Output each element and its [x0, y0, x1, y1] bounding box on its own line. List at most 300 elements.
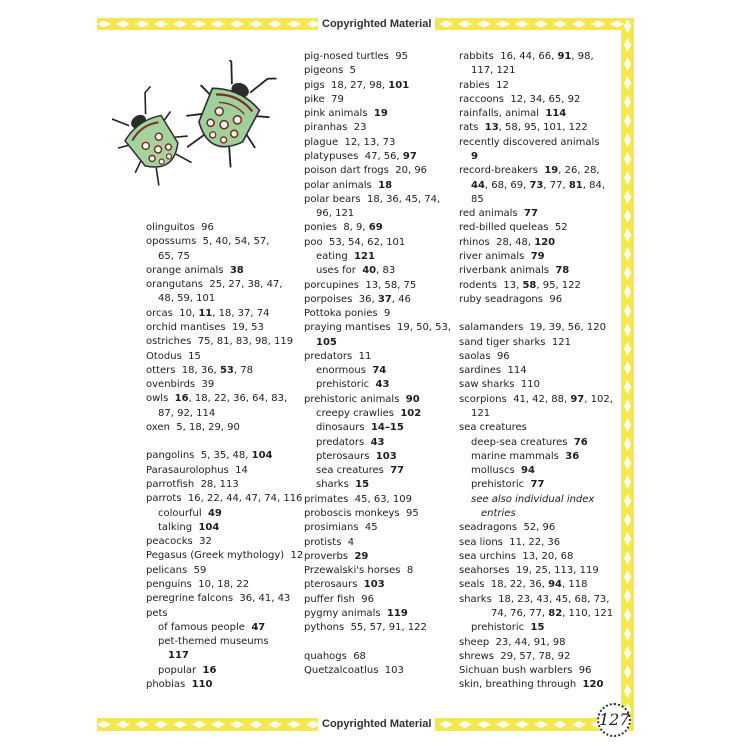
- page-reference-main: 114: [545, 108, 567, 120]
- page-reference-main: 11: [198, 307, 213, 319]
- page-reference: 39: [201, 379, 215, 391]
- index-term: puffer fish: [304, 593, 355, 605]
- page-reference: 18, 36,: [181, 364, 220, 376]
- index-entry: [146, 564, 296, 578]
- page-reference-main: 76: [573, 436, 588, 448]
- border-diamond: [116, 721, 130, 728]
- border-diamond: [534, 721, 548, 728]
- page-reference-main: 110: [191, 678, 213, 690]
- letter-section-gap: [304, 636, 454, 650]
- index-term: pink animals: [304, 108, 368, 120]
- border-diamond: [135, 721, 149, 728]
- border-diamond: [624, 133, 631, 147]
- index-entry: [304, 79, 454, 93]
- border-diamond: [624, 532, 631, 546]
- index-entry: [459, 421, 619, 435]
- page-reference-main: 29: [354, 550, 369, 562]
- index-entry: [459, 79, 619, 93]
- border-diamond: [624, 114, 631, 128]
- index-term: oxen: [146, 421, 170, 433]
- page-reference: 18, 22, 36,: [490, 579, 549, 591]
- index-subentry: [146, 521, 296, 535]
- index-term: prehistoric: [471, 622, 525, 634]
- border-diamond: [624, 418, 631, 432]
- index-term: ponies: [304, 222, 337, 234]
- index-entry: [304, 393, 454, 407]
- index-entry-continuation: [459, 507, 619, 521]
- border-diamond: [534, 21, 548, 28]
- border-diamond: [268, 21, 282, 28]
- index-term: red-billed queleas: [459, 222, 549, 234]
- index-term: prosimians: [304, 522, 359, 534]
- page-reference: 14: [235, 464, 248, 476]
- page-reference: 110: [520, 379, 540, 391]
- page-reference: , 68, 69,: [484, 179, 530, 191]
- page-reference-main: 43: [375, 379, 390, 391]
- page-reference: 11, 22, 36: [509, 536, 561, 548]
- border-diamond: [477, 21, 491, 28]
- index-entry: [304, 164, 454, 178]
- page-reference: , 77,: [543, 179, 569, 191]
- index-subentry: [459, 464, 619, 478]
- page-reference: 8, 9,: [343, 222, 369, 234]
- index-entry: [459, 107, 619, 121]
- index-entry: [146, 235, 296, 249]
- index-term: pangolins: [146, 450, 195, 462]
- page-reference: 41, 42, 88,: [513, 393, 571, 405]
- index-term: sea lions: [459, 536, 503, 548]
- index-entry: [459, 50, 619, 64]
- index-term: sardines: [459, 365, 502, 377]
- index-term: red animals: [459, 208, 518, 220]
- page-reference: , 78: [233, 364, 253, 376]
- border-diamond: [624, 95, 631, 109]
- page-reference: 74, 76, 77,: [491, 607, 549, 619]
- page-reference: 55, 57, 91, 122: [350, 622, 427, 634]
- page-reference: 12, 34, 65, 92: [510, 93, 581, 105]
- page-reference-main: 15: [355, 479, 370, 491]
- border-diamond: [624, 209, 631, 223]
- page-reference: , 84,: [582, 179, 606, 191]
- border-diamond: [249, 21, 263, 28]
- index-entry: [304, 664, 454, 678]
- page-reference: 36,: [358, 293, 378, 305]
- page-reference-main: 43: [370, 436, 385, 448]
- border-diamond: [553, 21, 567, 28]
- index-entry: [304, 521, 454, 535]
- border-diamond: [515, 21, 529, 28]
- index-term: proverbs: [304, 550, 349, 562]
- page-reference-main: 58: [522, 279, 537, 291]
- index-term: colourful: [158, 507, 202, 519]
- index-term: shrews: [459, 650, 494, 662]
- page-reference: 4: [347, 536, 355, 548]
- page-reference: 10,: [179, 307, 199, 319]
- page-reference: 36, 41, 43: [239, 593, 291, 605]
- border-diamond: [173, 721, 187, 728]
- page-reference-main: 69: [368, 222, 383, 234]
- page-reference: 95: [395, 51, 408, 62]
- index-entry: [459, 250, 619, 264]
- page-reference-main: 44: [471, 179, 485, 191]
- index-entry: [304, 578, 454, 592]
- index-entry: [459, 521, 619, 535]
- border-diamond: [624, 437, 631, 451]
- index-term: parrots: [146, 493, 182, 505]
- copyright-notice-bottom: Copyrighted Material: [318, 718, 435, 731]
- page-reference: , 118: [562, 579, 588, 591]
- index-term: sand tiger sharks: [459, 336, 546, 348]
- index-term: prehistoric animals: [304, 393, 400, 405]
- index-entry: [146, 307, 296, 321]
- border-diamond: [230, 21, 244, 28]
- index-entry-continuation: [459, 407, 619, 421]
- page-reference: 65, 75: [158, 250, 190, 262]
- index-entry: [304, 293, 454, 307]
- page-reference: 45, 63, 109: [354, 493, 413, 505]
- page-reference-main: 14–15: [370, 422, 404, 434]
- index-term: enormous: [316, 365, 366, 377]
- index-entry: [459, 321, 619, 335]
- page-reference: 117, 121: [471, 65, 516, 77]
- index-entry: [304, 50, 454, 64]
- page-reference: , 46: [391, 293, 411, 305]
- page-reference: 103: [384, 665, 404, 677]
- index-entry: [459, 364, 619, 378]
- index-term: sharks: [459, 593, 492, 605]
- page-reference: 96: [496, 350, 510, 362]
- index-term: orcas: [146, 307, 173, 319]
- index-entry: [459, 593, 619, 607]
- index-term: seals: [459, 579, 485, 591]
- index-entry: [146, 378, 296, 392]
- page-reference-main: 91: [557, 51, 572, 62]
- border-diamond: [439, 721, 453, 728]
- index-term: otters: [146, 364, 176, 376]
- index-entry: [304, 493, 454, 507]
- page-reference: 12: [290, 550, 304, 562]
- page-reference-main: 82: [548, 607, 563, 619]
- page-reference: 18, 36, 45, 74,: [366, 193, 441, 205]
- index-entry: [146, 478, 296, 492]
- index-subentry: [304, 378, 454, 392]
- page-reference: 10, 18, 22: [198, 579, 250, 591]
- page-reference-main: 104: [251, 450, 273, 462]
- page-reference-main: 103: [363, 579, 385, 591]
- page-reference: 52: [554, 222, 568, 234]
- index-term: poison dart frogs: [304, 165, 389, 177]
- page-reference-main: 19: [373, 108, 388, 120]
- border-diamond: [116, 21, 130, 28]
- index-term: owls: [146, 393, 169, 405]
- index-term: sharks: [316, 479, 349, 491]
- index-term: saw sharks: [459, 379, 515, 391]
- index-term: prehistoric: [316, 379, 370, 391]
- page-reference: 75, 81, 83, 98, 119: [197, 336, 294, 348]
- page-reference: 96: [549, 293, 563, 305]
- page-reference-main: 77: [524, 208, 538, 220]
- index-entry-continuation: [304, 207, 454, 221]
- border-diamond: [624, 266, 631, 280]
- index-term: polar bears: [304, 193, 361, 205]
- index-entry: [146, 278, 296, 292]
- border-diamond: [591, 21, 605, 28]
- index-term: Otodus: [146, 350, 182, 362]
- index-term: rabbits: [459, 51, 494, 62]
- index-subentry: [304, 421, 454, 435]
- border-diamond: [624, 152, 631, 166]
- index-term: pike: [304, 93, 325, 105]
- index-entry: [146, 549, 304, 563]
- index-term: pterosaurs: [304, 579, 358, 591]
- index-entry: [459, 336, 619, 350]
- border-diamond: [624, 19, 631, 33]
- index-term: seadragons: [459, 522, 518, 534]
- page-reference: 45: [364, 522, 378, 534]
- page-reference-main: 47: [251, 621, 266, 633]
- page-reference: 53, 54, 62, 101: [328, 236, 406, 248]
- page-reference-main: 81: [568, 179, 583, 191]
- border-diamond: [515, 721, 529, 728]
- border-diamond: [173, 21, 187, 28]
- page-reference-main: 38: [229, 264, 244, 276]
- index-entry: [459, 293, 619, 307]
- index-entry: [459, 350, 619, 364]
- index-subentry: [304, 464, 454, 478]
- index-entry: [459, 650, 619, 664]
- border-diamond: [624, 304, 631, 318]
- index-term: seahorses: [459, 565, 510, 577]
- page-reference-main: 9: [471, 150, 478, 162]
- index-term: scorpions: [459, 393, 507, 405]
- index-entry: [304, 593, 454, 607]
- index-term: rats: [459, 122, 479, 134]
- page-reference: 19, 50, 53,: [397, 322, 452, 334]
- index-term: skin, breathing through: [459, 679, 577, 691]
- index-entry: [459, 207, 619, 221]
- page-reference-main: 77: [530, 479, 545, 491]
- border-diamond: [496, 721, 510, 728]
- border-diamond: [624, 342, 631, 356]
- border-diamond: [624, 361, 631, 375]
- page-reference: 121: [471, 408, 491, 420]
- border-diamond: [624, 589, 631, 603]
- index-term: deep-sea creatures: [471, 436, 568, 448]
- index-entry: [146, 221, 296, 235]
- index-subentry: [146, 635, 296, 649]
- index-entry: [146, 321, 296, 335]
- border-diamond: [230, 721, 244, 728]
- page-reference-main: 37: [377, 293, 392, 305]
- index-entry: [459, 221, 619, 235]
- border-diamond: [624, 494, 631, 508]
- page-reference: , 110, 121: [562, 607, 614, 619]
- index-subentry: [459, 478, 619, 492]
- page-reference-main: 13: [484, 122, 499, 134]
- index-term: orange animals: [146, 264, 224, 276]
- page-reference: , 102,: [584, 393, 613, 405]
- index-entry: [146, 335, 296, 349]
- index-entry: [304, 93, 454, 107]
- page-reference-main: 94: [521, 465, 535, 477]
- index-subentry: [459, 493, 619, 507]
- page-reference: 11: [358, 350, 372, 362]
- page-reference-main: 103: [375, 450, 397, 462]
- index-entry-continuation: [459, 193, 619, 207]
- index-entry: [146, 449, 296, 463]
- index-term: sea creatures: [459, 422, 527, 434]
- page-reference: 28, 48,: [496, 236, 535, 248]
- border-diamond: [268, 721, 282, 728]
- index-entry: [459, 636, 619, 650]
- page-reference-main: 73: [529, 179, 544, 191]
- page-reference-main: 104: [198, 521, 220, 533]
- index-entry: [146, 535, 296, 549]
- page-reference: 13,: [503, 279, 523, 291]
- index-term: see also individual index: [471, 493, 595, 505]
- page-reference: 18, 27, 98,: [331, 79, 389, 91]
- index-term: of famous people: [158, 621, 245, 633]
- index-entry: [304, 564, 454, 578]
- page-reference-main: 119: [386, 607, 408, 619]
- index-entry: [459, 264, 619, 278]
- page-reference: 23: [353, 122, 367, 134]
- border-diamond: [624, 475, 631, 489]
- page-reference-main: 16: [202, 664, 217, 676]
- page-reference-main: 97: [570, 393, 585, 405]
- page-reference: , 26, 28,: [558, 165, 600, 177]
- index-entry: [304, 121, 454, 135]
- index-entry: [146, 492, 303, 506]
- border-diamond: [624, 190, 631, 204]
- page-reference: 85: [471, 193, 484, 205]
- index-subentry: [304, 250, 454, 264]
- index-term: peacocks: [146, 536, 193, 548]
- page-number: 127: [599, 710, 630, 729]
- index-term: praying mantises: [304, 322, 391, 334]
- index-subentry: [304, 264, 454, 278]
- page-reference: 15: [188, 350, 201, 362]
- page-reference: 23, 44, 91, 98: [495, 636, 566, 648]
- index-term: talking: [158, 521, 193, 533]
- index-term: recently discovered animals: [459, 136, 600, 148]
- index-term: eating: [316, 250, 348, 262]
- index-entry: [146, 350, 296, 364]
- page-reference: , 98,: [571, 51, 594, 62]
- index-column-r-s: [459, 50, 619, 693]
- index-entry: [304, 107, 454, 121]
- index-entry-continuation: [146, 292, 296, 306]
- page-reference-main: 121: [354, 250, 375, 262]
- page-reference-main: 49: [207, 507, 222, 519]
- index-term: pet-themed museums: [158, 636, 269, 648]
- border-diamond: [496, 21, 510, 28]
- page-reference: 28, 113: [200, 479, 239, 491]
- page-reference: 13, 20, 68: [522, 550, 574, 562]
- index-entry: [304, 307, 454, 321]
- index-term: predators: [316, 436, 365, 448]
- index-term: ruby seadragons: [459, 293, 543, 305]
- page-reference: 9: [383, 308, 391, 320]
- index-term: porcupines: [304, 279, 360, 291]
- border-diamond: [624, 551, 631, 565]
- page-reference: 121: [551, 336, 571, 348]
- letter-section-gap: [146, 435, 296, 449]
- index-term: raccoons: [459, 93, 505, 105]
- index-entry: [304, 607, 454, 621]
- page-reference-main: 53: [219, 364, 234, 376]
- border-diamond: [624, 171, 631, 185]
- index-term: Przewalski's horses: [304, 565, 401, 577]
- page-reference: 5, 35, 48,: [200, 450, 252, 462]
- index-term: marine mammals: [471, 450, 559, 462]
- page-reference: 20, 96: [395, 165, 428, 177]
- border-diamond: [458, 721, 472, 728]
- page-reference-main: 15: [530, 622, 545, 634]
- index-entry: [304, 350, 454, 364]
- page-reference-main: 94: [548, 579, 563, 591]
- index-term: quahogs: [304, 650, 347, 662]
- page-reference-main: 105: [316, 336, 337, 348]
- index-term: rodents: [459, 279, 497, 291]
- index-term: plague: [304, 136, 339, 148]
- page-reference-main: 79: [530, 250, 545, 262]
- page-reference: 16, 44, 66,: [500, 51, 558, 62]
- index-term: pelicans: [146, 564, 188, 576]
- index-entry: [304, 150, 454, 164]
- border-diamond: [287, 21, 301, 28]
- index-subentry: [304, 407, 454, 421]
- page-reference-main: 101: [388, 79, 410, 91]
- index-subentry: [146, 507, 296, 521]
- index-entry: [304, 136, 454, 150]
- index-entry: [304, 621, 454, 635]
- index-entry: [459, 550, 619, 564]
- border-diamond: [624, 76, 631, 90]
- border-diamond: [135, 21, 149, 28]
- index-term: pygmy animals: [304, 607, 381, 619]
- page-reference: 114: [507, 365, 527, 377]
- border-diamond: [154, 21, 168, 28]
- border-diamond: [624, 608, 631, 622]
- index-term: creepy crawlies: [316, 408, 394, 420]
- index-entry: [146, 264, 296, 278]
- index-column-p-q: [304, 50, 454, 678]
- index-term: pig-nosed turtles: [304, 51, 389, 62]
- border-diamond: [287, 721, 301, 728]
- index-entry: [459, 578, 619, 592]
- border-diamond: [624, 247, 631, 261]
- index-entry: [459, 164, 619, 178]
- index-subentry: [304, 436, 454, 450]
- index-term: pigs: [304, 79, 325, 91]
- border-diamond: [553, 721, 567, 728]
- page-reference: 48, 59, 101: [158, 293, 216, 305]
- page-reference-main: 36: [565, 450, 580, 462]
- page-reference: 96: [361, 593, 374, 605]
- index-entry: [459, 564, 619, 578]
- index-entry: [304, 236, 454, 250]
- index-term: rainfalls, animal: [459, 108, 540, 120]
- index-entry: [459, 536, 619, 550]
- index-subentry: [459, 436, 619, 450]
- border-diamond: [192, 721, 206, 728]
- index-term: Pegasus (Greek mythology): [146, 550, 285, 562]
- page-reference: 59: [193, 564, 207, 576]
- index-subentry: [459, 621, 619, 635]
- index-term: riverbank animals: [459, 265, 549, 277]
- index-entry: [146, 678, 296, 692]
